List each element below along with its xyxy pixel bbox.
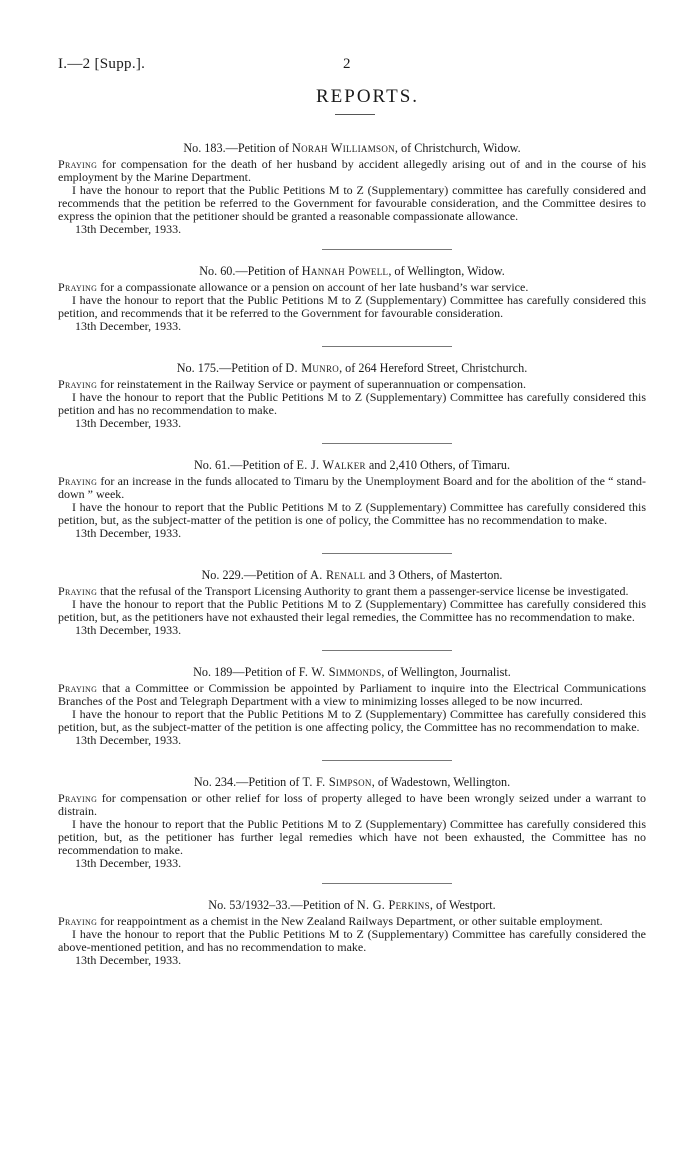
committee-report: I have the honour to report that the Public Petitions M to Z (Supplementary) Committee has carefully considered this petition, and recommends that it be referred to the Government for favourable consideration.: [58, 293, 646, 320]
petition-prayer: Praying for compensation or other relief for loss of property alleged to have been wrongly seized under a warrant to distrain.: [58, 791, 646, 818]
petition-section: [58, 665, 646, 747]
page-number: 2: [343, 56, 351, 72]
petition-heading: No. 175.—Petition of D. Munro, of 264 Hereford Street, Christchurch.: [176, 361, 528, 375]
report-date: 13th December, 1933.: [75, 856, 182, 870]
title-divider: [335, 114, 375, 115]
petition-prayer: Praying that the refusal of the Transport Licensing Authority to grant them a passenger-service license be investigated.: [58, 584, 629, 598]
section-divider: [322, 650, 452, 651]
committee-report: I have the honour to report that the Public Petitions M to Z (Supplementary) Committee has carefully considered this petition, but, as the subject-matter of the petition is one of policy, the Committee has no recommendation to make.: [58, 500, 646, 527]
petition-heading: No. 189—Petition of F. W. Simmonds, of Wellington, Journalist.: [193, 665, 511, 679]
report-date: 13th December, 1933.: [75, 222, 182, 236]
petitioner-name: T. F. Simpson: [302, 775, 372, 789]
petition-section: [58, 775, 646, 870]
petition-heading: No. 60.—Petition of Hannah Powell, of Wellington, Widow.: [199, 264, 505, 278]
committee-report: I have the honour to report that the Public Petitions M to Z (Supplementary) Committee has carefully considered this petition and has no recommendation to make.: [58, 390, 646, 417]
petitioner-name: A. Renall: [310, 568, 366, 582]
committee-report: I have the honour to report that the Public Petitions M to Z (Supplementary) Committee has carefully considered this petition, but, as the subject-matter of the petition is one affecting policy, the Committee has no recommendation to make.: [58, 707, 646, 734]
petition-heading: No. 183.—Petition of Norah Williamson, of Christchurch, Widow.: [183, 141, 521, 155]
reports-body: [58, 141, 646, 967]
petition-prayer: Praying for an increase in the funds allocated to Timaru by the Unemployment Board and for the abolition of the “ stand-down ” week.: [58, 474, 646, 501]
report-date: 13th December, 1933.: [75, 526, 182, 540]
section-divider: [322, 760, 452, 761]
petition-prayer: Praying for reinstatement in the Railway Service or payment of superannuation or compensation.: [58, 377, 527, 391]
report-date: 13th December, 1933.: [75, 953, 182, 967]
petition-prayer: Praying for a compassionate allowance or a pension on account of her late husband’s war service.: [58, 280, 529, 294]
report-date: 13th December, 1933.: [75, 733, 182, 747]
committee-report: I have the honour to report that the Public Petitions M to Z (Supplementary) Committee has carefully considered this petition, but, as the petitioners have not exhausted their legal remedies, the Committee has no recommendation to make.: [58, 597, 646, 624]
report-date: 13th December, 1933.: [75, 623, 182, 637]
petition-heading: No. 234.—Petition of T. F. Simpson, of Wadestown, Wellington.: [193, 775, 511, 789]
report-date: 13th December, 1933.: [75, 319, 182, 333]
petitioner-name: E. J. Walker: [296, 458, 366, 472]
petitioner-name: F. W. Simmonds: [298, 665, 382, 679]
petition-prayer: Praying that a Committee or Commission be appointed by Parliament to inquire into the Electrical Communications Branches of the Post and Telegraph Department with a view to minimizing losses alleged to be now incurred.: [58, 681, 646, 708]
petitioner-name: Hannah Powell: [301, 264, 389, 278]
report-date: 13th December, 1933.: [75, 416, 182, 430]
committee-report: I have the honour to report that the Public Petitions M to Z (Supplementary) Committee has carefully considered this petition, but, as the petitioner has further legal remedies which have not been exhausted, the Committee has no recommendation to make.: [58, 817, 646, 857]
document-reference: I.—2 [Supp.].: [58, 56, 146, 72]
section-divider: [322, 443, 452, 444]
petitioner-name: N. G. Perkins: [356, 898, 430, 912]
petition-heading: No. 61.—Petition of E. J. Walker and 2,410 Others, of Timaru.: [193, 458, 511, 472]
section-divider: [322, 249, 452, 250]
petition-section: [58, 458, 646, 540]
committee-report: I have the honour to report that the Public Petitions M to Z (Supplementary) Committee has carefully considered the above-mentioned petition, and has no recommendation to make.: [58, 927, 646, 954]
petition-section: [58, 141, 646, 236]
petition-heading: No. 53/1932–33.—Petition of N. G. Perkins, of Westport.: [208, 898, 496, 912]
petition-prayer: Praying for compensation for the death of her husband by accident allegedly arising out of and in the course of his employment by the Marine Department.: [58, 157, 646, 184]
committee-report: I have the honour to report that the Public Petitions M to Z (Supplementary) committee has carefully considered and recommends that the petition be referred to the Government for favourable consideration, and the Committee desires to express the opinion that the petitioner should be granted a reasonable compassionate allowance.: [58, 183, 646, 223]
petition-section: [58, 898, 646, 967]
petitioner-name: Norah Williamson: [291, 141, 395, 155]
petitioner-name: D. Munro: [285, 361, 340, 375]
petition-prayer: Praying for reappointment as a chemist in the New Zealand Railways Department, or other suitable employment.: [58, 914, 603, 928]
section-divider: [322, 346, 452, 347]
petition-section: [58, 264, 646, 333]
section-divider: [322, 553, 452, 554]
section-divider: [322, 883, 452, 884]
petition-section: [58, 568, 646, 637]
petition-heading: No. 229.—Petition of A. Renall and 3 Others, of Masterton.: [201, 568, 503, 582]
petition-section: [58, 361, 646, 430]
page-title: REPORTS.: [315, 86, 420, 107]
